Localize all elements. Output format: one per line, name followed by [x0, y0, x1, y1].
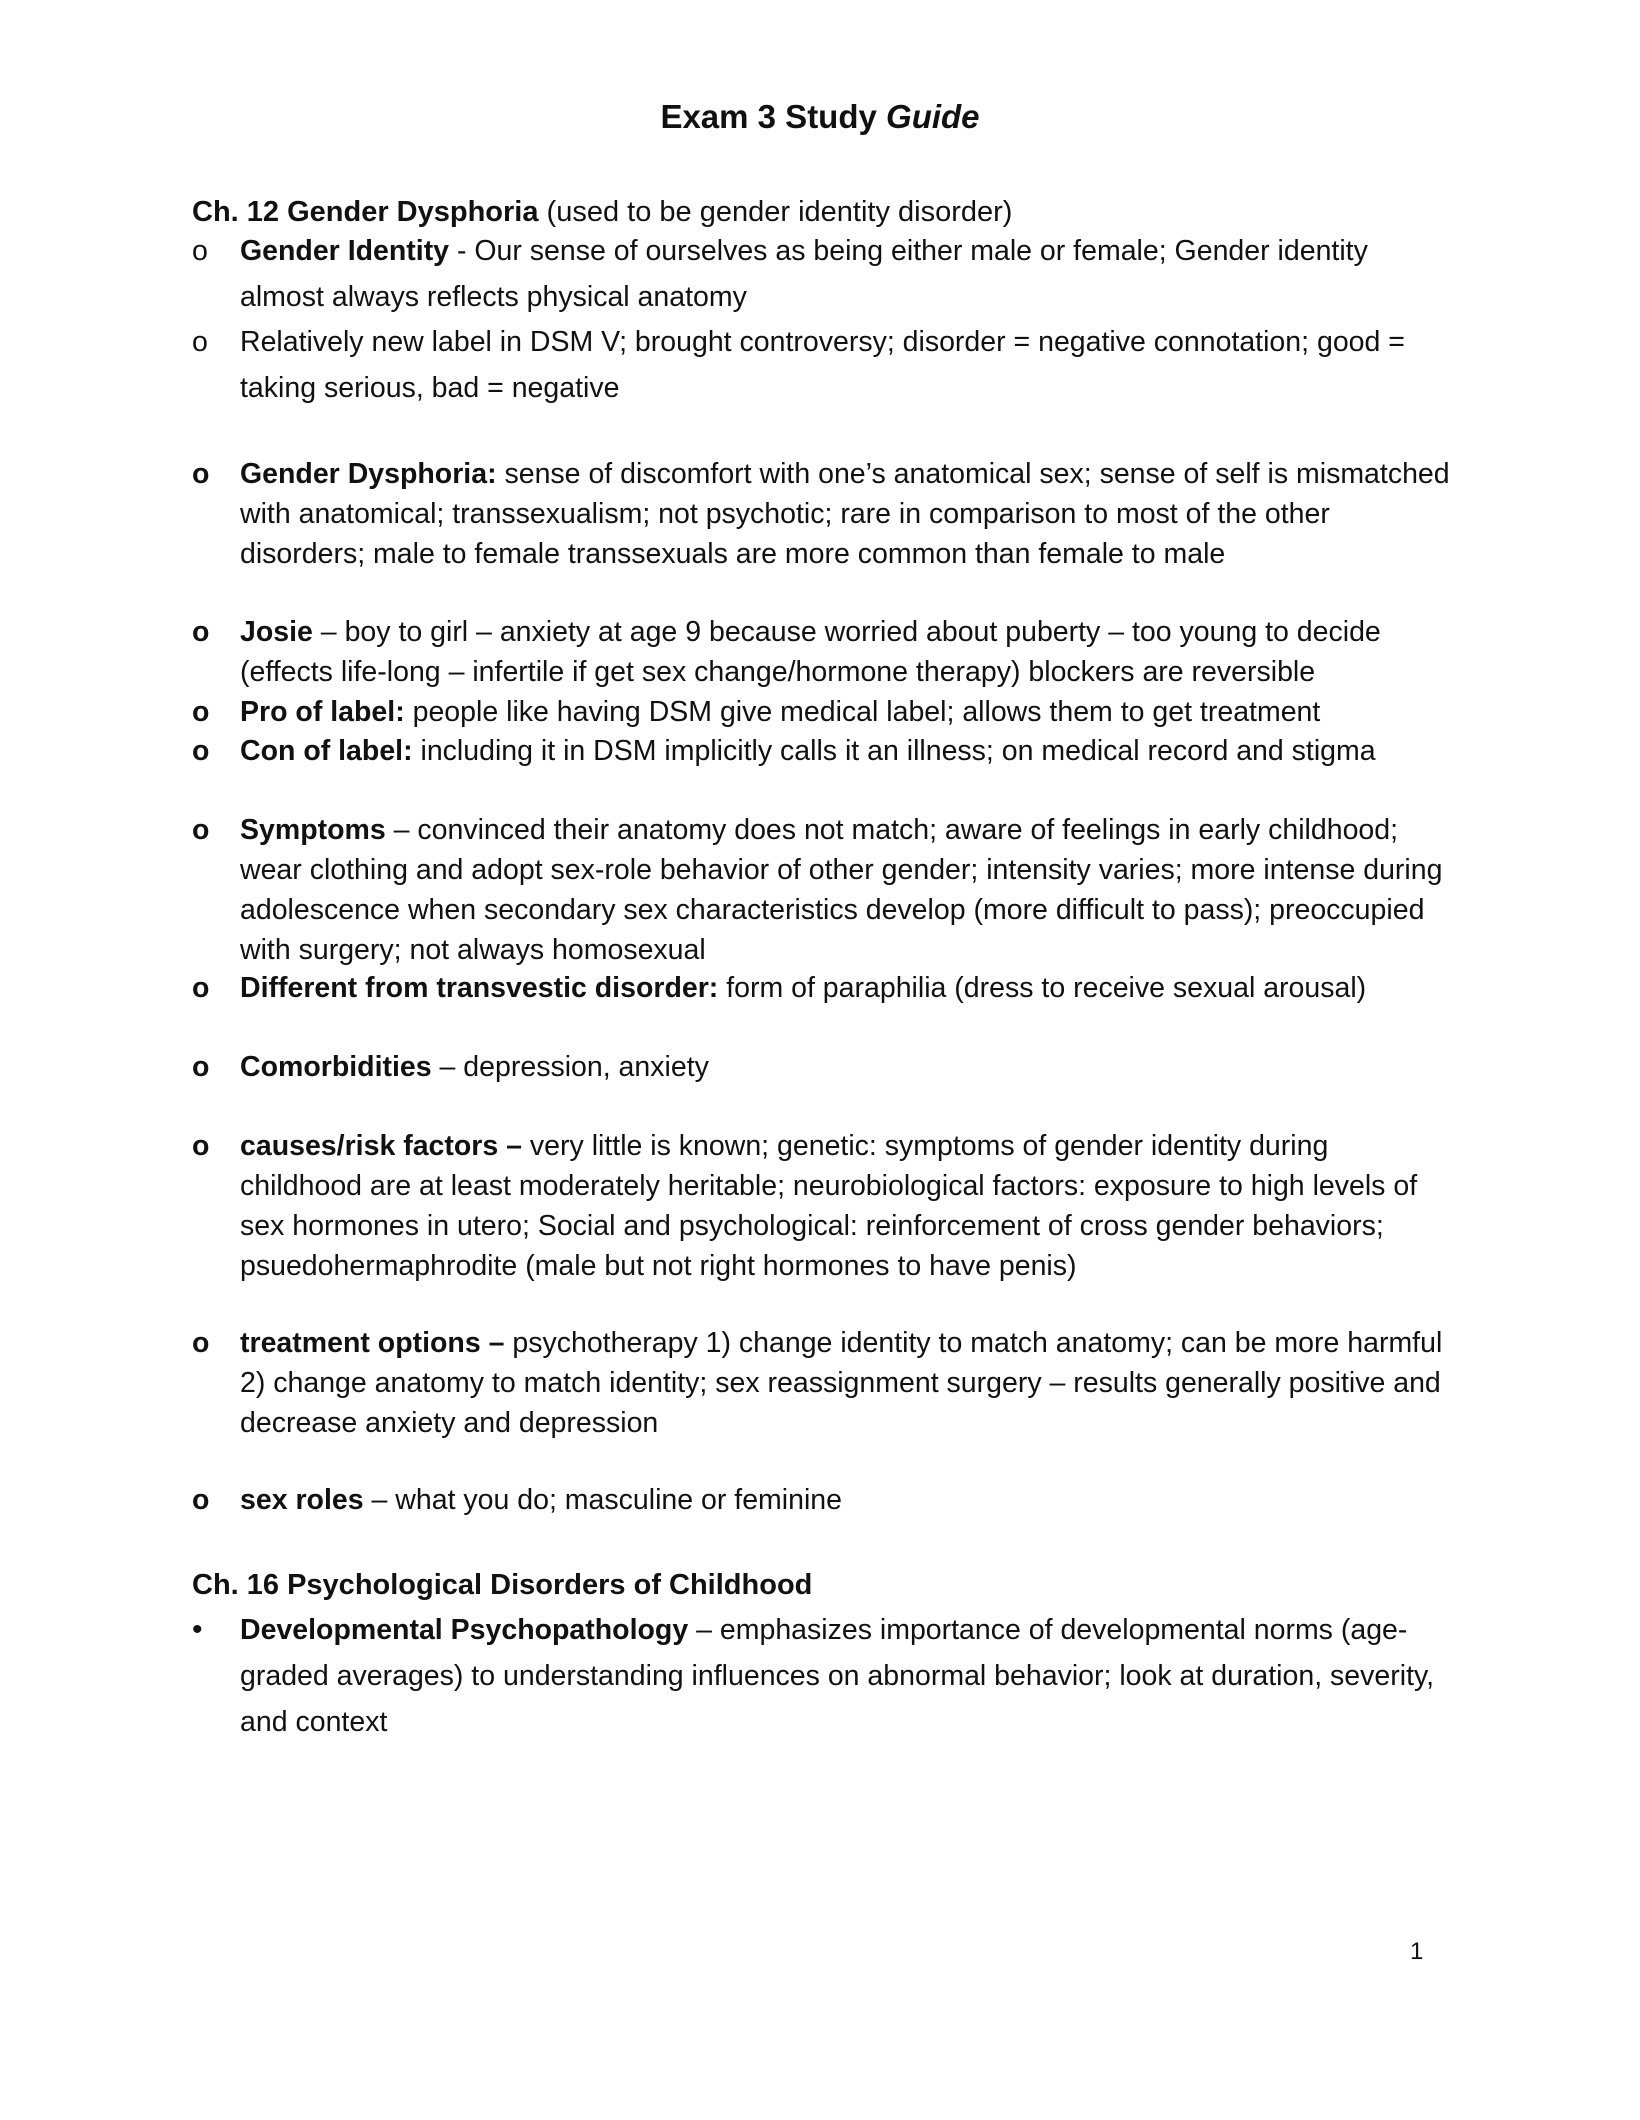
list-item-body: Relatively new label in DSM V; brought controversy; disorder = negative connotation; good = taking serious, bad = negative — [240, 326, 1405, 404]
document-title — [0, 98, 1640, 136]
list-item-text — [240, 454, 1452, 574]
list-item-term: sex roles — [240, 1484, 364, 1516]
list-bullet: o — [192, 814, 210, 846]
section-heading-ch12 — [192, 192, 1012, 232]
section-heading-ch16-bold: Ch. 16 Psychological Disorders of Childhood — [192, 1569, 813, 1601]
title-italic: Guide — [886, 98, 980, 135]
list-item-body: – emphasizes importance of developmental norms (age-graded averages) to understanding influences on abnormal behavior; look at duration, severity, and context — [240, 1614, 1435, 1738]
list-item-symptoms — [192, 810, 1452, 970]
list-item-body: sense of discomfort with one’s anatomical sex; sense of self is mismatched with anatomical; transsexualism; not psychotic; rare in comparison to most of the other disorders; male to female transsexuals are more common than female to male — [240, 458, 1450, 570]
list-item-text — [240, 612, 1452, 692]
list-item-term: Gender Dysphoria: — [240, 458, 497, 490]
list-item-text — [240, 731, 1452, 771]
list-item-body: – depression, anxiety — [431, 1051, 709, 1083]
section-heading-ch12-rest: (used to be gender identity disorder) — [538, 196, 1013, 228]
list-bullet: o — [192, 616, 210, 648]
list-item-developmental-psychopathology — [192, 1607, 1452, 1745]
list-item-term: Different from transvestic disorder: — [240, 972, 719, 1004]
list-item-term: causes/risk factors – — [240, 1130, 523, 1162]
list-bullet: o — [192, 1051, 210, 1083]
list-item-text — [240, 692, 1452, 732]
list-item-body: people like having DSM give medical label; allows them to get treatment — [404, 696, 1321, 728]
section-heading-ch12-bold: Ch. 12 Gender Dysphoria — [192, 196, 539, 228]
list-item-term: Comorbidities — [240, 1051, 432, 1083]
list-item-gender-dysphoria — [192, 454, 1452, 574]
list-item-text — [240, 810, 1452, 970]
list-item-body: - Our sense of ourselves as being either male or female; Gender identity almost always reflects physical anatomy — [240, 235, 1368, 313]
list-item-term: Josie — [240, 616, 313, 648]
list-item-treatment-options — [192, 1323, 1452, 1443]
list-bullet: o — [192, 1130, 210, 1162]
list-bullet: o — [192, 235, 208, 267]
list-item-text — [240, 968, 1452, 1008]
section-heading-ch16 — [192, 1565, 812, 1605]
list-item-josie — [192, 612, 1452, 692]
list-item-text — [240, 228, 1452, 320]
list-item-term: Pro of label: — [240, 696, 405, 728]
list-item-term: Con of label: — [240, 735, 413, 767]
list-item-text — [240, 1126, 1452, 1286]
list-item-body: including it in DSM implicitly calls it an illness; on medical record and stigma — [412, 735, 1376, 767]
list-item-con-of-label — [192, 731, 1452, 771]
list-bullet: o — [192, 458, 210, 490]
list-item-body: very little is known; genetic: symptoms of gender identity during childhood are at least moderately heritable; neurobiological factors: exposure to high levels of sex hormones in utero; Social and psychological: reinforcement of cross gender behaviors; psuedohermaphrodite (male but not right hormones to have penis) — [240, 1130, 1418, 1282]
list-item-gender-identity — [192, 228, 1452, 320]
list-bullet: o — [192, 972, 210, 1004]
page-number: 1 — [1410, 1938, 1424, 1965]
list-item-text — [240, 1607, 1452, 1745]
list-bullet: o — [192, 1327, 210, 1359]
list-item-body: – convinced their anatomy does not match; aware of feelings in early childhood; wear clothing and adopt sex-role behavior of other gender; intensity varies; more intense during adolescence when secondary sex characteristics develop (more difficult to pass); preoccupied with surgery; not always homosexual — [240, 814, 1443, 966]
list-item-text — [240, 1480, 1452, 1520]
list-item-different-from-transvestic — [192, 968, 1452, 1008]
list-bullet: o — [192, 696, 210, 728]
list-item-text — [240, 319, 1452, 411]
list-item-term: Developmental Psychopathology — [240, 1614, 689, 1646]
title-main: Exam 3 Study — [660, 98, 877, 135]
list-bullet: o — [192, 326, 208, 358]
list-item-causes-risk-factors — [192, 1126, 1452, 1286]
list-item-body: form of paraphilia (dress to receive sexual arousal) — [718, 972, 1367, 1004]
list-item-text — [240, 1323, 1452, 1443]
list-item-term: Gender Identity — [240, 235, 450, 267]
list-bullet: o — [192, 1484, 210, 1516]
list-item-body: – boy to girl – anxiety at age 9 because worried about puberty – too young to decide (effects life-long – infertile if get sex change/hormone therapy) blockers are reversible — [240, 616, 1381, 688]
list-item-text — [240, 1047, 1452, 1087]
list-item-body: – what you do; masculine or feminine — [363, 1484, 843, 1516]
list-item-sex-roles — [192, 1480, 1452, 1520]
list-item-body: psychotherapy 1) change identity to match anatomy; can be more harmful 2) change anatomy to match identity; sex reassignment surgery – results generally positive and decrease anxiety and depression — [240, 1327, 1443, 1439]
list-item-relatively-new-label — [192, 319, 1452, 411]
list-item-pro-of-label — [192, 692, 1452, 732]
list-bullet: o — [192, 735, 210, 767]
list-item-comorbidities — [192, 1047, 1452, 1087]
list-item-term: Symptoms — [240, 814, 386, 846]
list-bullet: • — [192, 1613, 203, 1646]
list-item-term: treatment options – — [240, 1327, 505, 1359]
